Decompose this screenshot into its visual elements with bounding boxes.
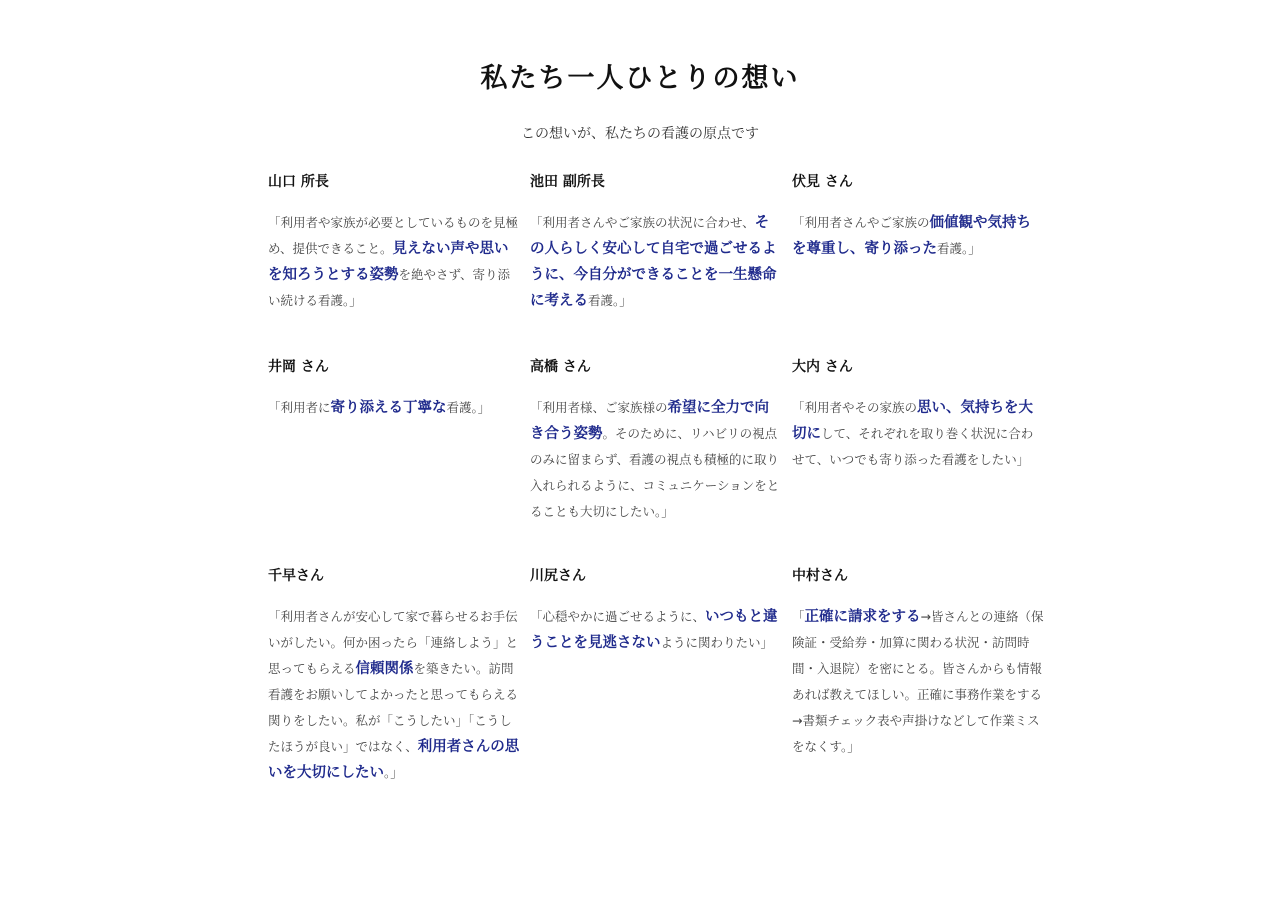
staff-card-nakamura — [792, 566, 1044, 760]
staff-card-ioka — [268, 357, 520, 421]
message-highlight: 価値観や気持ちを尊重し、寄り添った — [792, 215, 1032, 257]
staff-name: 千早さん — [268, 568, 324, 584]
message-highlight: 利用者さんの思いを大切にしたい — [268, 739, 520, 781]
message-text: して、それぞれを取り巻く状況に合わせて、いつでも寄り添った看護をしたい」 — [792, 426, 1034, 467]
message-text: 「利用者さんやご家族の状況に合わせ、 — [530, 215, 755, 230]
message-text: を築きたい。訪問看護をお願いしてよかったと思ってもらえる関りをしたい。私が「こうしたい」「こうしたほうが良い」ではなく、 — [268, 661, 519, 754]
message-text: 「利用者さんが安心して家で暮らせるお手伝いがしたい。何か困ったら「連絡しよう」と思ってもらえる — [268, 609, 519, 676]
section-subtitle: この想いが、私たちの看護の原点です — [521, 126, 759, 142]
staff-message — [268, 395, 520, 421]
staff-card-yamaguchi — [268, 172, 520, 314]
staff-message — [792, 604, 1044, 760]
staff-name: 中村さん — [792, 568, 848, 584]
staff-card-takahashi — [530, 357, 782, 525]
staff-message — [268, 210, 520, 314]
staff-card-kawajiri — [530, 566, 782, 656]
message-text: 。」 — [384, 765, 403, 780]
staff-message — [268, 604, 520, 786]
staff-message — [530, 210, 782, 314]
staff-message — [792, 395, 1044, 473]
message-highlight: 希望に全力で向き合う姿勢 — [530, 400, 770, 442]
message-text: 看護。」 — [588, 293, 632, 308]
message-text: ように関わりたい」 — [660, 635, 774, 650]
section-title: 私たち一人ひとりの想い — [480, 63, 800, 94]
message-text: 「利用者様、ご家族様の — [530, 400, 668, 415]
message-text: 「利用者や家族が必要としているものを見極め、提供できること。 — [268, 215, 519, 256]
message-highlight: 信頼関係 — [355, 661, 414, 677]
message-highlight: 思い、気持ちを大切に — [792, 400, 1034, 442]
staff-card-ouchi — [792, 357, 1044, 473]
staff-card-fushimi — [792, 172, 1044, 262]
staff-message — [792, 210, 1044, 262]
message-text: 「利用者やその家族の — [792, 400, 918, 415]
message-text: 看護。」 — [446, 400, 491, 415]
message-highlight: いつもと違うことを見逃さない — [530, 609, 778, 651]
message-text: 「心穏やかに過ごせるように、 — [530, 609, 706, 624]
staff-name: 池田 副所長 — [530, 174, 605, 190]
message-highlight: 見えない声や思いを知ろうとする姿勢 — [268, 241, 509, 283]
message-highlight: 正確に請求をする — [804, 609, 921, 625]
staff-name: 井岡 さん — [268, 359, 329, 375]
staff-name: 山口 所長 — [268, 174, 329, 190]
staff-name: 高橋 さん — [530, 359, 591, 375]
message-text: 「利用者に — [268, 400, 331, 415]
message-text: 。そのために、リハビリの視点のみに留まらず、看護の視点も積極的に取り入れられるように、コミュニケーションをとることも大切にしたい。」 — [530, 426, 780, 519]
staff-name: 大内 さん — [792, 359, 853, 375]
staff-card-chihaya — [268, 566, 520, 786]
message-highlight: 寄り添える丁寧な — [330, 400, 447, 416]
staff-name: 伏見 さん — [792, 174, 853, 190]
message-text: を絶やさず、寄り添い続ける看護。」 — [268, 267, 511, 308]
staff-message — [530, 395, 782, 525]
message-text: 「 — [792, 609, 805, 624]
staff-name: 川尻さん — [530, 568, 586, 584]
message-text: 看護。」 — [937, 241, 981, 256]
message-highlight: その人らしく安心して自宅で過ごせるように、今自分ができることを一生懸命に考える — [530, 215, 777, 309]
staff-card-ikeda — [530, 172, 782, 314]
message-text: 「利用者さんやご家族の — [792, 215, 930, 230]
message-text: →皆さんとの連絡（保険証・受給券・加算に関わる状況・訪問時間・入退院）を密にとる。皆さんからも情報あれば教えてほしい。正確に事務作業をする→書類チェック表や声掛けなどして作業ミスをなくす。」 — [792, 609, 1044, 754]
staff-message — [530, 604, 782, 656]
